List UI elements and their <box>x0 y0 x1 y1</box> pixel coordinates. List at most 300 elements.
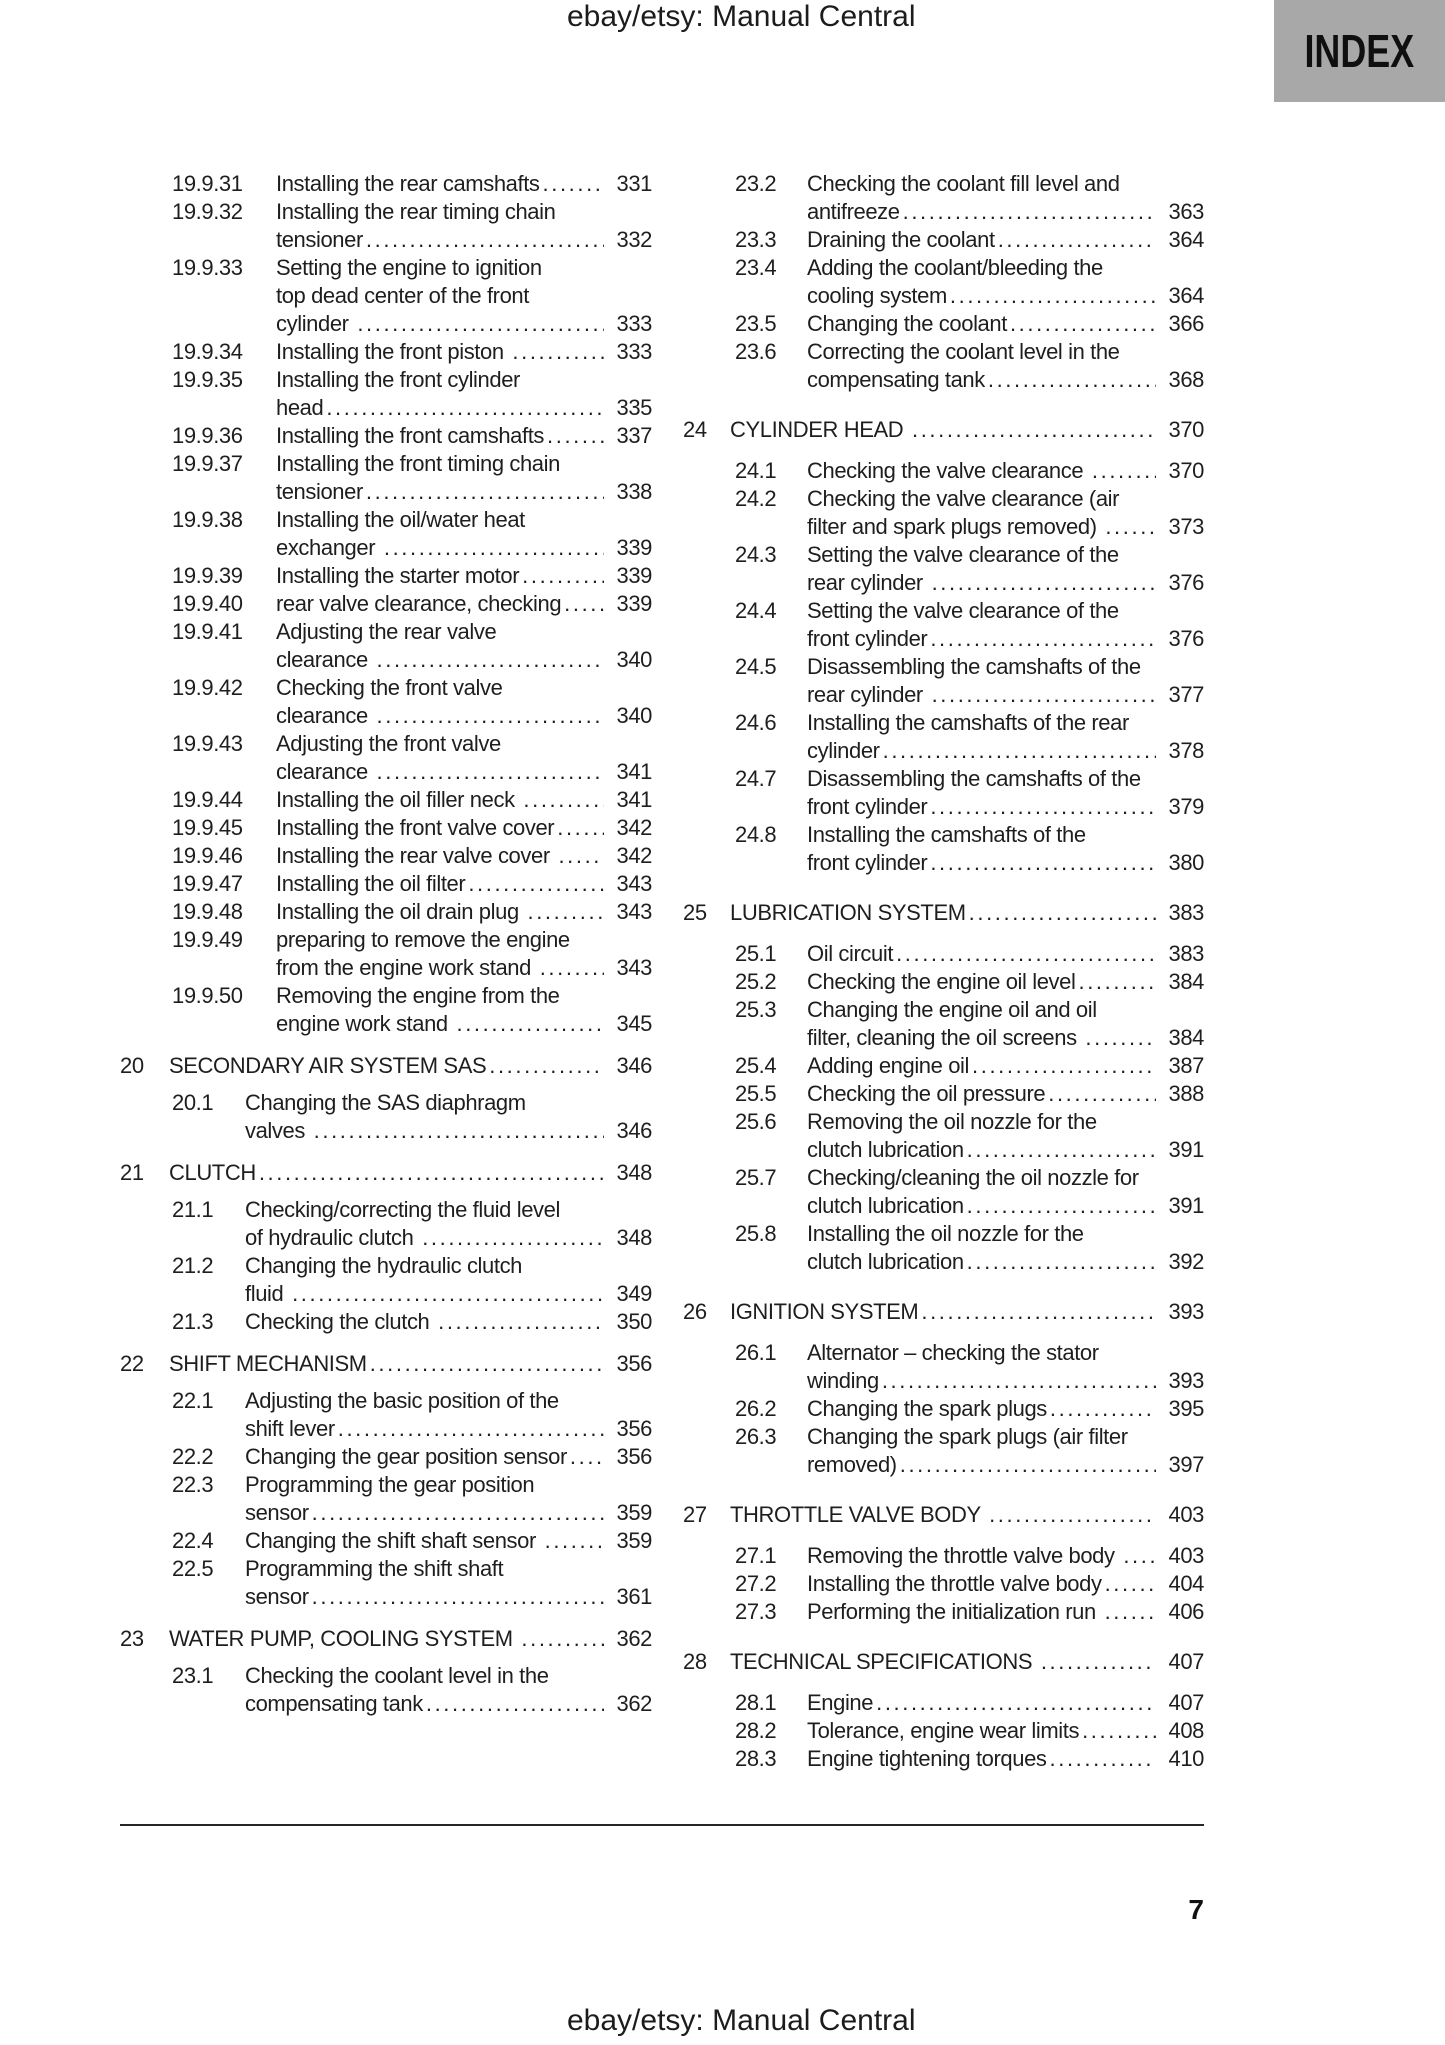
toc-entry-number: 21.2 <box>172 1253 214 1278</box>
toc-entry-number: 26.1 <box>735 1340 777 1365</box>
dot-leader <box>377 702 604 730</box>
toc-entry-body <box>730 416 1204 444</box>
toc-entry-title: clearance <box>276 759 374 784</box>
dot-leader <box>912 416 1156 444</box>
dot-leader <box>989 1501 1156 1529</box>
toc-entry-row <box>120 1555 652 1611</box>
toc-entry-number: 19.9.45 <box>172 815 243 840</box>
toc-entry-body <box>276 506 652 562</box>
toc-entry-title: clearance <box>276 647 374 672</box>
dot-leader <box>540 954 604 982</box>
index-box <box>1274 0 1445 102</box>
toc-entry-title: rear cylinder <box>807 570 929 595</box>
toc-entry-number: 24.4 <box>735 598 777 623</box>
toc-entry-page: 345 <box>616 1011 652 1036</box>
toc-entry-title: Changing the shift shaft sensor <box>245 1528 542 1553</box>
toc-entry-body <box>807 968 1204 996</box>
toc-entry-title: winding <box>807 1368 879 1393</box>
toc-entry-body <box>276 422 652 450</box>
toc-entry-body <box>807 1423 1204 1479</box>
dot-leader <box>972 1052 1156 1080</box>
toc-entry-number: 24.5 <box>735 654 777 679</box>
toc-entry-page: 404 <box>1168 1571 1204 1596</box>
toc-entry-body <box>245 1471 652 1527</box>
dot-leader <box>1082 1717 1156 1745</box>
toc-entry-number: 19.9.31 <box>172 171 243 196</box>
toc-entry-number: 19.9.44 <box>172 787 243 812</box>
toc-section-row <box>683 1648 1204 1676</box>
toc-entry-title-line: Checking/correcting the fluid level <box>245 1197 560 1222</box>
toc-entry-page: 368 <box>1168 367 1204 392</box>
toc-entry-title: CYLINDER HEAD <box>730 417 909 442</box>
dot-leader <box>998 226 1156 254</box>
toc-entry-number: 23.5 <box>735 311 777 336</box>
toc-entry-number: 25.8 <box>735 1221 777 1246</box>
toc-entry-row <box>120 1196 652 1252</box>
toc-entry-row <box>683 1220 1204 1276</box>
toc-entry-title: Installing the throttle valve body <box>807 1571 1102 1596</box>
toc-entry-page: 356 <box>616 1444 652 1469</box>
toc-entry-row <box>683 254 1204 310</box>
toc-entry-title: front cylinder <box>807 626 928 651</box>
dot-leader <box>967 1136 1156 1164</box>
toc-entry-page: 337 <box>616 423 652 448</box>
toc-entry-row <box>120 1662 652 1718</box>
toc-entry-body <box>807 1395 1204 1423</box>
toc-entry-row <box>683 541 1204 597</box>
toc-entry-title: Installing the front camshafts <box>276 423 545 448</box>
toc-entry-row <box>120 366 652 422</box>
toc-entry-row <box>120 198 652 254</box>
toc-entry-body <box>276 814 652 842</box>
toc-entry-body <box>276 730 652 786</box>
toc-entry-body <box>276 926 652 982</box>
dot-leader <box>558 842 604 870</box>
toc-entry-body <box>730 1298 1204 1326</box>
toc-entry-body <box>276 842 652 870</box>
toc-entry-row <box>120 926 652 982</box>
dot-leader <box>930 849 1156 877</box>
toc-entry-body <box>169 1159 652 1187</box>
dot-leader <box>932 569 1156 597</box>
toc-entry-page: 362 <box>616 1626 652 1651</box>
toc-entry-number: 26.3 <box>735 1424 777 1449</box>
toc-entry-page: 376 <box>1168 626 1204 651</box>
dot-leader <box>883 737 1156 765</box>
toc-entry-number: 25.4 <box>735 1053 777 1078</box>
toc-entry-title-line: Programming the shift shaft <box>245 1556 504 1581</box>
toc-entry-number: 19.9.36 <box>172 423 243 448</box>
dot-leader <box>456 1010 604 1038</box>
toc-entry-title: Tolerance, engine wear limits <box>807 1718 1080 1743</box>
toc-entry-title: shift lever <box>245 1416 335 1441</box>
toc-entry-page: 346 <box>616 1053 652 1078</box>
dot-leader <box>557 814 604 842</box>
toc-entry-body <box>276 338 652 366</box>
toc-entry-page: 348 <box>616 1160 652 1185</box>
toc-entry-page: 341 <box>616 787 652 812</box>
toc-entry-body <box>807 653 1204 709</box>
toc-entry-title: valves <box>245 1118 311 1143</box>
toc-entry-page: 364 <box>1168 227 1204 252</box>
dot-leader <box>366 478 604 506</box>
dot-leader <box>438 1308 604 1336</box>
toc-entry-page: 363 <box>1168 199 1204 224</box>
dot-leader <box>967 1248 1156 1276</box>
toc-entry-title-line: Setting the valve clearance of the <box>807 598 1119 623</box>
toc-entry-row <box>120 786 652 814</box>
toc-entry-page: 343 <box>616 899 652 924</box>
dot-leader <box>521 1625 604 1653</box>
toc-entry-row <box>120 898 652 926</box>
toc-entry-body <box>807 709 1204 765</box>
toc-entry-title: filter, cleaning the oil screens <box>807 1025 1083 1050</box>
toc-entry-title: tensioner <box>276 479 363 504</box>
toc-entry-body <box>276 590 652 618</box>
toc-entry-title: Checking the engine oil level <box>807 969 1076 994</box>
toc-entry-page: 338 <box>616 479 652 504</box>
toc-entry-page: 364 <box>1168 283 1204 308</box>
toc-entry-page: 341 <box>616 759 652 784</box>
toc-entry-title: Installing the oil filter <box>276 871 466 896</box>
toc-entry-page: 410 <box>1168 1746 1204 1771</box>
dot-leader <box>426 1690 604 1718</box>
toc-entry-body <box>807 170 1204 226</box>
toc-entry-number: 24.1 <box>735 458 777 483</box>
dot-leader <box>1105 513 1156 541</box>
toc-entry-number: 23.6 <box>735 339 777 364</box>
toc-entry-number: 19.9.41 <box>172 619 243 644</box>
dot-leader <box>900 1451 1156 1479</box>
toc-entry-title-line: Installing the camshafts of the rear <box>807 710 1129 735</box>
dot-leader <box>1085 1024 1156 1052</box>
toc-entry-body <box>276 674 652 730</box>
toc-entry-row <box>683 1395 1204 1423</box>
toc-entry-row <box>683 1423 1204 1479</box>
toc-entry-title: TECHNICAL SPECIFICATIONS <box>730 1649 1038 1674</box>
toc-entry-body <box>807 1080 1204 1108</box>
toc-entry-title: Installing the front piston <box>276 339 510 364</box>
toc-entry-row <box>683 170 1204 226</box>
toc-entry-body <box>807 1164 1204 1220</box>
toc-entry-row <box>683 940 1204 968</box>
toc-entry-body <box>276 450 652 506</box>
toc-entry-number: 19.9.38 <box>172 507 243 532</box>
toc-entry-title: Installing the starter motor <box>276 563 520 588</box>
toc-entry-title-line: Removing the engine from the <box>276 983 560 1008</box>
toc-entry-number: 26 <box>683 1299 707 1324</box>
toc-entry-number: 20.1 <box>172 1090 214 1115</box>
toc-entry-body <box>807 457 1204 485</box>
toc-entry-number: 19.9.43 <box>172 731 243 756</box>
toc-entry-number: 24.3 <box>735 542 777 567</box>
dot-leader <box>522 562 604 590</box>
toc-entry-title-line: Installing the front timing chain <box>276 451 560 476</box>
toc-entry-row <box>683 485 1204 541</box>
toc-entry-title-line: Changing the spark plugs (air filter <box>807 1424 1128 1449</box>
toc-entry-body <box>807 940 1204 968</box>
toc-entry-page: 361 <box>616 1584 652 1609</box>
toc-entry-row <box>120 562 652 590</box>
toc-entry-page: 366 <box>1168 311 1204 336</box>
toc-entry-number: 28.1 <box>735 1690 777 1715</box>
toc-entry-body <box>807 765 1204 821</box>
toc-entry-row <box>120 618 652 674</box>
toc-entry-number: 22.3 <box>172 1472 214 1497</box>
toc-entry-body <box>807 1108 1204 1164</box>
toc-entry-row <box>683 457 1204 485</box>
toc-entry-row <box>683 1052 1204 1080</box>
toc-entry-title-line: Installing the front cylinder <box>276 367 520 392</box>
toc-entry-page: 406 <box>1168 1599 1204 1624</box>
toc-entry-row <box>120 730 652 786</box>
toc-entry-page: 342 <box>616 843 652 868</box>
dot-leader <box>523 786 604 814</box>
toc-entry-page: 356 <box>616 1351 652 1376</box>
toc-entry-number: 19.9.39 <box>172 563 243 588</box>
dot-leader <box>1105 1570 1156 1598</box>
toc-entry-title: clutch lubrication <box>807 1137 964 1162</box>
toc-entry-page: 343 <box>616 955 652 980</box>
dot-leader <box>896 940 1156 968</box>
toc-entry-title-line: Installing the oil/water heat <box>276 507 525 532</box>
toc-entry-row <box>120 590 652 618</box>
toc-entry-page: 346 <box>616 1118 652 1143</box>
dot-leader <box>312 1583 604 1611</box>
toc-entry-row <box>120 814 652 842</box>
toc-entry-body <box>245 1527 652 1555</box>
dot-leader <box>988 366 1156 394</box>
toc-section-row <box>683 1501 1204 1529</box>
toc-entry-row <box>120 982 652 1038</box>
toc-entry-title-line: preparing to remove the engine <box>276 927 570 952</box>
toc-entry-body <box>245 1387 652 1443</box>
toc-entry-page: 379 <box>1168 794 1204 819</box>
toc-entry-title: from the engine work stand <box>276 955 537 980</box>
toc-section-row <box>683 416 1204 444</box>
toc-entry-row <box>683 709 1204 765</box>
toc-entry-page: 393 <box>1168 1299 1204 1324</box>
toc-entry-number: 25.5 <box>735 1081 777 1106</box>
toc-entry-row <box>120 674 652 730</box>
toc-entry-title: rear valve clearance, checking <box>276 591 562 616</box>
toc-section-row <box>683 899 1204 927</box>
toc-entry-title: Installing the oil drain plug <box>276 899 525 924</box>
toc-entry-page: 377 <box>1168 682 1204 707</box>
toc-entry-number: 27.1 <box>735 1543 777 1568</box>
toc-entry-title: CLUTCH <box>169 1160 256 1185</box>
toc-entry-body <box>276 618 652 674</box>
toc-entry-body <box>276 562 652 590</box>
toc-entry-title: Installing the oil filler neck <box>276 787 521 812</box>
toc-entry-number: 28.2 <box>735 1718 777 1743</box>
dot-leader <box>357 310 604 338</box>
toc-entry-title-line: Setting the engine to ignition <box>276 255 542 280</box>
toc-entry-row <box>683 968 1204 996</box>
toc-entry-body <box>169 1350 652 1378</box>
toc-entry-row <box>683 226 1204 254</box>
dot-leader <box>384 534 604 562</box>
dot-leader <box>259 1159 604 1187</box>
toc-entry-row <box>120 450 652 506</box>
dot-leader <box>312 1499 604 1527</box>
toc-entry-row <box>683 1598 1204 1626</box>
toc-entry-row <box>683 765 1204 821</box>
toc-entry-page: 393 <box>1168 1368 1204 1393</box>
toc-entry-body <box>245 1252 652 1308</box>
toc-entry-page: 333 <box>616 339 652 364</box>
page-footer-watermark: ebay/etsy: Manual Central <box>567 2004 916 2037</box>
toc-entry-body <box>807 1689 1204 1717</box>
toc-entry-title-line: Setting the valve clearance of the <box>807 542 1119 567</box>
dot-leader <box>528 898 605 926</box>
toc-entry-number: 24.2 <box>735 486 777 511</box>
toc-entry-body <box>807 597 1204 653</box>
toc-entry-title: cooling system <box>807 283 947 308</box>
toc-entry-number: 21.3 <box>172 1309 214 1334</box>
toc-entry-number: 24.6 <box>735 710 777 735</box>
toc-entry-title-line: Checking the coolant level in the <box>245 1663 549 1688</box>
toc-entry-body <box>276 982 652 1038</box>
toc-entry-row <box>120 422 652 450</box>
toc-entry-title: SHIFT MECHANISM <box>169 1351 367 1376</box>
toc-entry-row <box>120 1089 652 1145</box>
toc-entry-number: 27.3 <box>735 1599 777 1624</box>
toc-entry-page: 373 <box>1168 514 1204 539</box>
toc-entry-number: 19.9.42 <box>172 675 243 700</box>
toc-entry-title: sensor <box>245 1500 309 1525</box>
toc-entry-page: 380 <box>1168 850 1204 875</box>
dot-leader <box>292 1280 604 1308</box>
toc-entry-number: 20 <box>120 1053 144 1078</box>
toc-entry-title: cylinder <box>276 311 355 336</box>
toc-entry-row <box>683 1339 1204 1395</box>
toc-entry-body <box>730 1648 1204 1676</box>
toc-entry-page: 383 <box>1168 900 1204 925</box>
dot-leader <box>570 1443 604 1471</box>
toc-entry-title: Installing the front valve cover <box>276 815 555 840</box>
toc-entry-row <box>683 821 1204 877</box>
toc-entry-page: 350 <box>616 1309 652 1334</box>
toc-entry-number: 25.2 <box>735 969 777 994</box>
dot-leader <box>1010 310 1156 338</box>
toc-entry-body <box>276 254 652 338</box>
toc-entry-page: 383 <box>1168 941 1204 966</box>
toc-entry-body <box>276 366 652 422</box>
toc-entry-number: 24 <box>683 417 707 442</box>
toc-entry-body <box>245 1443 652 1471</box>
toc-entry-page: 359 <box>616 1528 652 1553</box>
toc-entry-page: 348 <box>616 1225 652 1250</box>
toc-entry-title: filter and spark plugs removed) <box>807 514 1103 539</box>
toc-entry-title: Installing the rear valve cover <box>276 843 556 868</box>
toc-entry-body <box>807 226 1204 254</box>
dot-leader <box>903 198 1156 226</box>
toc-entry-page: 408 <box>1168 1718 1204 1743</box>
toc-entry-body <box>807 254 1204 310</box>
toc-entry-number: 27.2 <box>735 1571 777 1596</box>
dot-leader <box>468 870 604 898</box>
toc-entry-body <box>807 1542 1204 1570</box>
toc-entry-body <box>730 1501 1204 1529</box>
toc-entry-body <box>807 1220 1204 1276</box>
toc-entry-page: 362 <box>616 1691 652 1716</box>
toc-section-row <box>683 1298 1204 1326</box>
toc-entry-number: 22.2 <box>172 1444 214 1469</box>
toc-entry-body <box>807 541 1204 597</box>
toc-entry-row <box>120 870 652 898</box>
dot-leader <box>882 1367 1156 1395</box>
dot-leader <box>1050 1395 1156 1423</box>
toc-entry-row <box>120 1527 652 1555</box>
toc-section-row <box>120 1625 652 1653</box>
toc-entry-number: 19.9.35 <box>172 367 243 392</box>
toc-entry-number: 23.2 <box>735 171 777 196</box>
toc-entry-page: 335 <box>616 395 652 420</box>
toc-entry-body <box>169 1052 652 1080</box>
toc-entry-title-line: Checking/cleaning the oil nozzle for <box>807 1165 1139 1190</box>
dot-leader <box>489 1052 604 1080</box>
toc-entry-number: 21 <box>120 1160 144 1185</box>
dot-leader <box>1048 1080 1156 1108</box>
toc-entry-title: Oil circuit <box>807 941 894 966</box>
toc-entry-number: 19.9.48 <box>172 899 243 924</box>
toc-entry-page: 332 <box>616 227 652 252</box>
dot-leader <box>1105 1598 1156 1626</box>
toc-entry-title-line: Installing the rear timing chain <box>276 199 556 224</box>
toc-entry-page: 339 <box>616 535 652 560</box>
toc-entry-page: 392 <box>1168 1249 1204 1274</box>
toc-entry-body <box>169 1625 652 1653</box>
toc-entry-number: 25.3 <box>735 997 777 1022</box>
toc-entry-number: 25.1 <box>735 941 777 966</box>
toc-entry-title: clearance <box>276 703 374 728</box>
toc-entry-page: 388 <box>1168 1081 1204 1106</box>
toc-entry-title: Changing the gear position sensor <box>245 1444 567 1469</box>
toc-section-row <box>120 1159 652 1187</box>
toc-entry-row <box>683 1745 1204 1773</box>
toc-entry-number: 28 <box>683 1649 707 1674</box>
toc-entry-number: 19.9.34 <box>172 339 243 364</box>
toc-column-left <box>120 170 652 1718</box>
toc-entry-body <box>807 996 1204 1052</box>
toc-entry-title-line: Alternator – checking the stator <box>807 1340 1099 1365</box>
toc-entry-body <box>276 198 652 254</box>
dot-leader <box>967 1192 1156 1220</box>
toc-entry-number: 25.6 <box>735 1109 777 1134</box>
toc-entry-row <box>683 1542 1204 1570</box>
toc-entry-title: rear cylinder <box>807 682 929 707</box>
toc-entry-number: 25.7 <box>735 1165 777 1190</box>
toc-entry-title: fluid <box>245 1281 290 1306</box>
dot-leader <box>543 170 604 198</box>
toc-entry-title-line: top dead center of the front <box>276 283 529 308</box>
toc-entry-number: 23.1 <box>172 1663 214 1688</box>
toc-entry-title-line: Disassembling the camshafts of the <box>807 766 1141 791</box>
toc-entry-row <box>683 1108 1204 1164</box>
toc-entry-row <box>683 1080 1204 1108</box>
toc-entry-title-line: Installing the camshafts of the <box>807 822 1086 847</box>
toc-entry-page: 378 <box>1168 738 1204 763</box>
toc-entry-title: exchanger <box>276 535 381 560</box>
toc-entry-row <box>120 1308 652 1336</box>
toc-entry-body <box>245 1555 652 1611</box>
toc-entry-page: 356 <box>616 1416 652 1441</box>
toc-entry-row <box>120 1471 652 1527</box>
toc-entry-number: 19.9.37 <box>172 451 243 476</box>
toc-entry-row <box>683 996 1204 1052</box>
toc-entry-body <box>807 1052 1204 1080</box>
